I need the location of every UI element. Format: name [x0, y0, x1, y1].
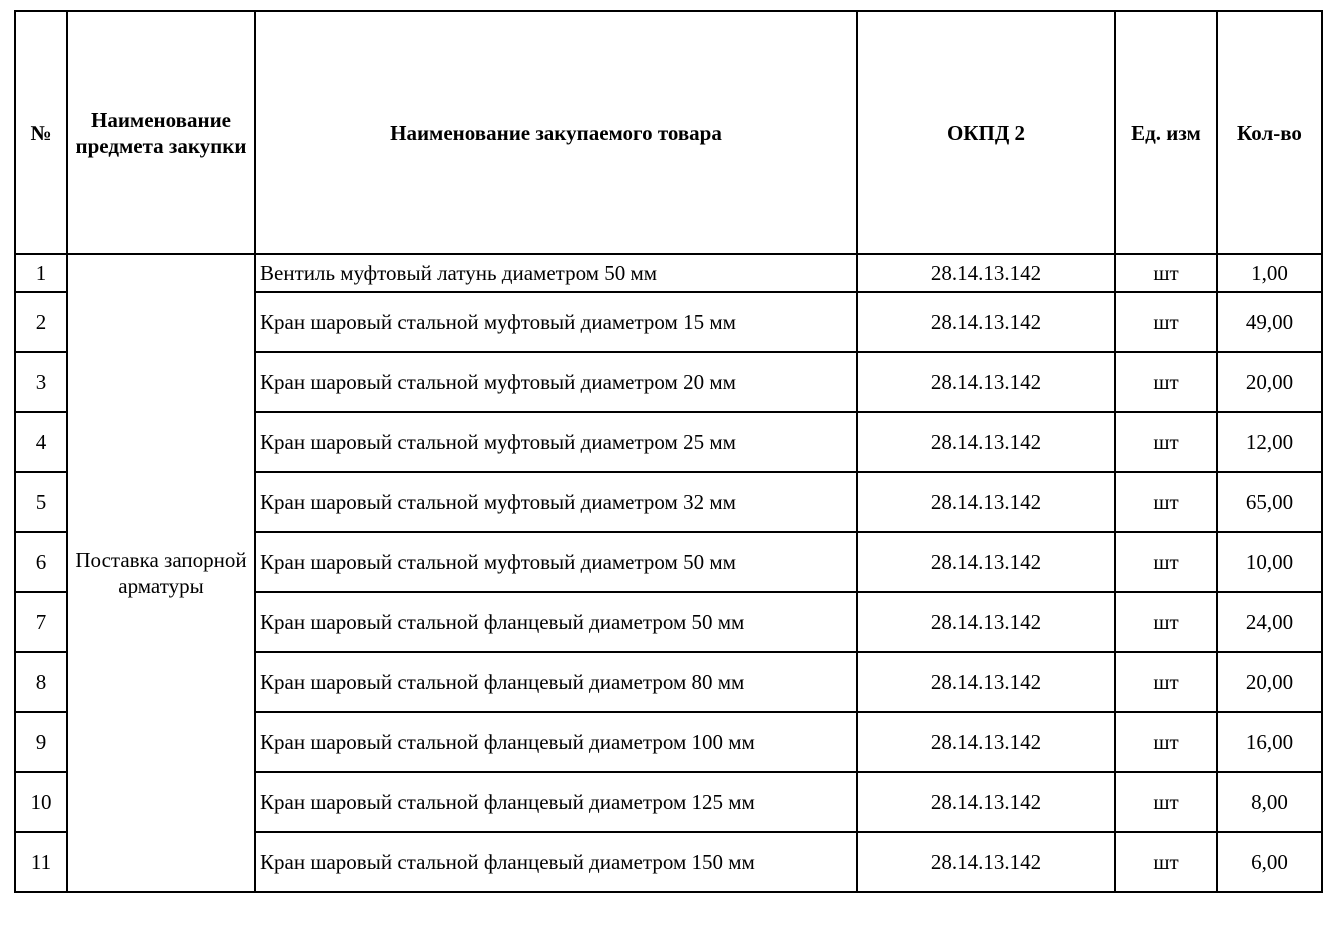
unit: шт	[1115, 592, 1217, 652]
unit: шт	[1115, 832, 1217, 892]
unit: шт	[1115, 412, 1217, 472]
unit: шт	[1115, 532, 1217, 592]
quantity: 20,00	[1217, 352, 1322, 412]
row-number: 10	[15, 772, 67, 832]
table-header-row	[15, 11, 1322, 254]
okpd-code: 28.14.13.142	[857, 772, 1115, 832]
procurement-table	[14, 10, 1323, 893]
product-name: Кран шаровый стальной муфтовый диаметром 15 мм	[255, 292, 857, 352]
quantity: 20,00	[1217, 652, 1322, 712]
quantity: 10,00	[1217, 532, 1322, 592]
quantity: 65,00	[1217, 472, 1322, 532]
okpd-code: 28.14.13.142	[857, 832, 1115, 892]
quantity: 6,00	[1217, 832, 1322, 892]
quantity: 1,00	[1217, 254, 1322, 292]
unit: шт	[1115, 352, 1217, 412]
quantity: 49,00	[1217, 292, 1322, 352]
row-number: 4	[15, 412, 67, 472]
okpd-code: 28.14.13.142	[857, 292, 1115, 352]
okpd-code: 28.14.13.142	[857, 352, 1115, 412]
header-okpd: ОКПД 2	[857, 11, 1115, 254]
quantity: 12,00	[1217, 412, 1322, 472]
row-number: 9	[15, 712, 67, 772]
okpd-code: 28.14.13.142	[857, 652, 1115, 712]
subject-cell: Поставка запорной арматуры	[67, 254, 255, 892]
unit: шт	[1115, 712, 1217, 772]
row-number: 3	[15, 352, 67, 412]
quantity: 16,00	[1217, 712, 1322, 772]
okpd-code: 28.14.13.142	[857, 592, 1115, 652]
row-number: 11	[15, 832, 67, 892]
unit: шт	[1115, 652, 1217, 712]
product-name: Кран шаровый стальной фланцевый диаметром 50 мм	[255, 592, 857, 652]
header-subject: Наименование предмета закупки	[67, 11, 255, 254]
quantity: 24,00	[1217, 592, 1322, 652]
okpd-code: 28.14.13.142	[857, 472, 1115, 532]
product-name: Кран шаровый стальной фланцевый диаметром 80 мм	[255, 652, 857, 712]
row-number: 5	[15, 472, 67, 532]
row-number: 7	[15, 592, 67, 652]
unit: шт	[1115, 772, 1217, 832]
row-number: 6	[15, 532, 67, 592]
header-no: №	[15, 11, 67, 254]
quantity: 8,00	[1217, 772, 1322, 832]
product-name: Кран шаровый стальной муфтовый диаметром 32 мм	[255, 472, 857, 532]
okpd-code: 28.14.13.142	[857, 532, 1115, 592]
header-unit: Ед. изм	[1115, 11, 1217, 254]
unit: шт	[1115, 254, 1217, 292]
row-number: 2	[15, 292, 67, 352]
okpd-code: 28.14.13.142	[857, 712, 1115, 772]
unit: шт	[1115, 292, 1217, 352]
unit: шт	[1115, 472, 1217, 532]
okpd-code: 28.14.13.142	[857, 254, 1115, 292]
product-name: Кран шаровый стальной муфтовый диаметром 20 мм	[255, 352, 857, 412]
table-body	[15, 254, 1322, 892]
product-name: Кран шаровый стальной муфтовый диаметром 50 мм	[255, 532, 857, 592]
product-name: Кран шаровый стальной фланцевый диаметром 150 мм	[255, 832, 857, 892]
row-number: 1	[15, 254, 67, 292]
row-number: 8	[15, 652, 67, 712]
product-name: Кран шаровый стальной муфтовый диаметром 25 мм	[255, 412, 857, 472]
product-name: Кран шаровый стальной фланцевый диаметром 125 мм	[255, 772, 857, 832]
header-qty: Кол-во	[1217, 11, 1322, 254]
header-name: Наименование закупаемого товара	[255, 11, 857, 254]
table-row	[15, 254, 1322, 292]
product-name: Кран шаровый стальной фланцевый диаметром 100 мм	[255, 712, 857, 772]
okpd-code: 28.14.13.142	[857, 412, 1115, 472]
product-name: Вентиль муфтовый латунь диаметром 50 мм	[255, 254, 857, 292]
